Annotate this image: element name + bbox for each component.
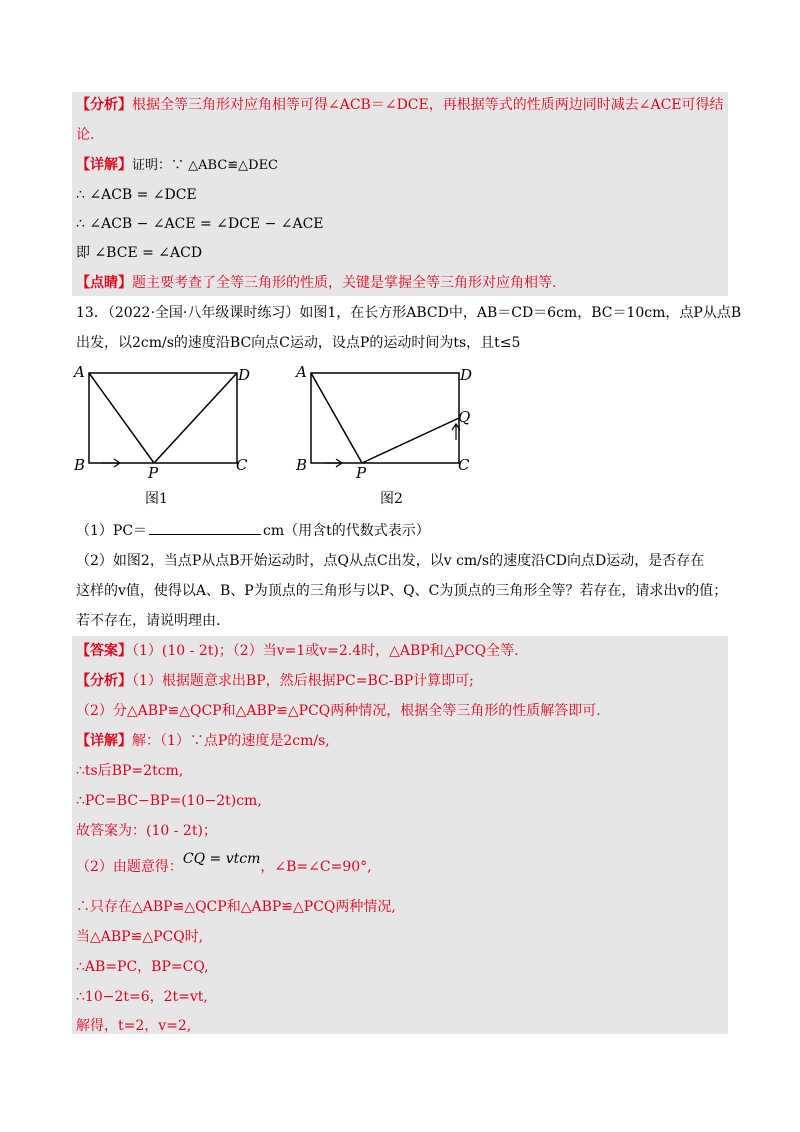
detail-line-3: ∴PC=BC−BP=(10−2t)cm,	[76, 793, 262, 809]
prev-detail-line-3: ∴ ∠ACB − ∠ACE = ∠DCE − ∠ACE	[76, 216, 324, 232]
answer-tag: 【答案】	[76, 643, 132, 659]
prev-analysis-line-2: 论.	[76, 127, 95, 143]
label-p: P	[356, 464, 367, 480]
comment-tag: 【点睛】	[76, 275, 132, 291]
prev-detail-line-2: ∴ ∠ACB = ∠DCE	[76, 187, 197, 203]
question-line-1: 13．（2022·全国·八年级课时练习）如图1，在长方形ABCD中，AB＝CD＝6cm，BC＝10cm，点P从点B	[76, 305, 742, 321]
detail-line-6: ∴只存在△ABP≌△QCP和△ABP≌△PCQ两种情况,	[76, 899, 396, 915]
arrow-right-icon	[324, 459, 342, 467]
question-line-2: 出发，以2cm/s的速度沿BC向点C运动，设点P的运动时间为ts，且t≤5	[76, 335, 521, 351]
segment-pq	[362, 418, 459, 463]
figure-2	[292, 360, 482, 480]
part-2-line-2: 这样的v值，使得以A、B、P为顶点的三角形与以P、Q、C为顶点的三角形全等？若存在，请求出v的值；	[76, 583, 728, 599]
part-2-line-1: （2）如图2，当点P从点B开始运动时，点Q从点C出发，以v cm/s的速度沿CD向点D运动，是否存在	[76, 553, 705, 569]
detail-line-10: 解得，t=2，v=2,	[76, 1018, 192, 1034]
arrow-right-icon	[102, 459, 120, 467]
figure-1	[70, 360, 260, 480]
label-d: D	[238, 366, 251, 384]
prev-detail-line-1: 【详解】证明：∵ △ABC≌△DEC	[76, 157, 279, 173]
analysis-line-2: （2）分△ABP≌△QCP和△ABP≌△PCQ两种情况，根据全等三角形的性质解答即可.	[76, 703, 601, 719]
label-c: C	[458, 456, 470, 474]
figure-1-caption: 图1	[145, 491, 168, 507]
label-b: B	[74, 456, 86, 474]
rectangle-abcd	[311, 373, 459, 463]
detail-line-9: ∴10−2t=6，2t=vt,	[76, 989, 208, 1005]
label-p: P	[148, 464, 159, 480]
segment-ap	[311, 373, 362, 463]
part-1-line: （1）PC＝ cm（用含t的代数式表示）	[76, 520, 430, 542]
label-c: C	[236, 456, 248, 474]
label-b: B	[296, 456, 308, 474]
detail-line-4: 故答案为：(10 - 2t)；	[76, 823, 217, 839]
detail-line-7: 当△ABP≌△PCQ时,	[76, 929, 204, 945]
prev-analysis-line-1: 【分析】根据全等三角形对应角相等可得∠ACB＝∠DCE，再根据等式的性质两边同时减去∠ACE可得结	[76, 97, 724, 113]
answer-line: 【答案】（1）(10 - 2t)；（2）当v=1或v=2.4时，△ABP和△PCQ全等.	[76, 643, 519, 659]
detail-line-5: （2）由题意得：CQ = vtcm，∠B=∠C=90°,	[76, 851, 372, 875]
prev-detail-line-4: 即 ∠BCE = ∠ACD	[76, 245, 203, 261]
detail-line-2: ∴ts后BP=2tcm,	[76, 763, 184, 779]
formula-cq: CQ = vtcm	[182, 851, 261, 867]
analysis-line-1: 【分析】（1）根据题意求出BP，然后根据PC=BC-BP计算即可;	[76, 673, 474, 689]
rectangle-abcd	[89, 373, 237, 463]
segment-pd	[154, 373, 237, 463]
part-2-line-3: 若不存在，请说明理由.	[76, 613, 221, 629]
figure-2-caption: 图2	[380, 491, 403, 507]
detail-line-8: ∴AB=PC，BP=CQ,	[76, 959, 209, 975]
segment-ap	[89, 373, 154, 463]
label-d: D	[460, 366, 473, 384]
label-a: A	[296, 363, 307, 381]
detail-tag: 【详解】	[76, 733, 132, 749]
label-q: Q	[458, 408, 471, 426]
label-a: A	[74, 363, 85, 381]
detail-line-1: 【详解】解：（1）∵点P的速度是2cm/s,	[76, 733, 330, 749]
analysis-tag: 【分析】	[76, 97, 132, 113]
detail-tag: 【详解】	[76, 157, 132, 173]
prev-comment-line: 【点睛】题主要考查了全等三角形的性质，关键是掌握全等三角形对应角相等.	[76, 275, 557, 291]
answer-blank	[149, 520, 261, 535]
analysis-tag: 【分析】	[76, 673, 132, 689]
